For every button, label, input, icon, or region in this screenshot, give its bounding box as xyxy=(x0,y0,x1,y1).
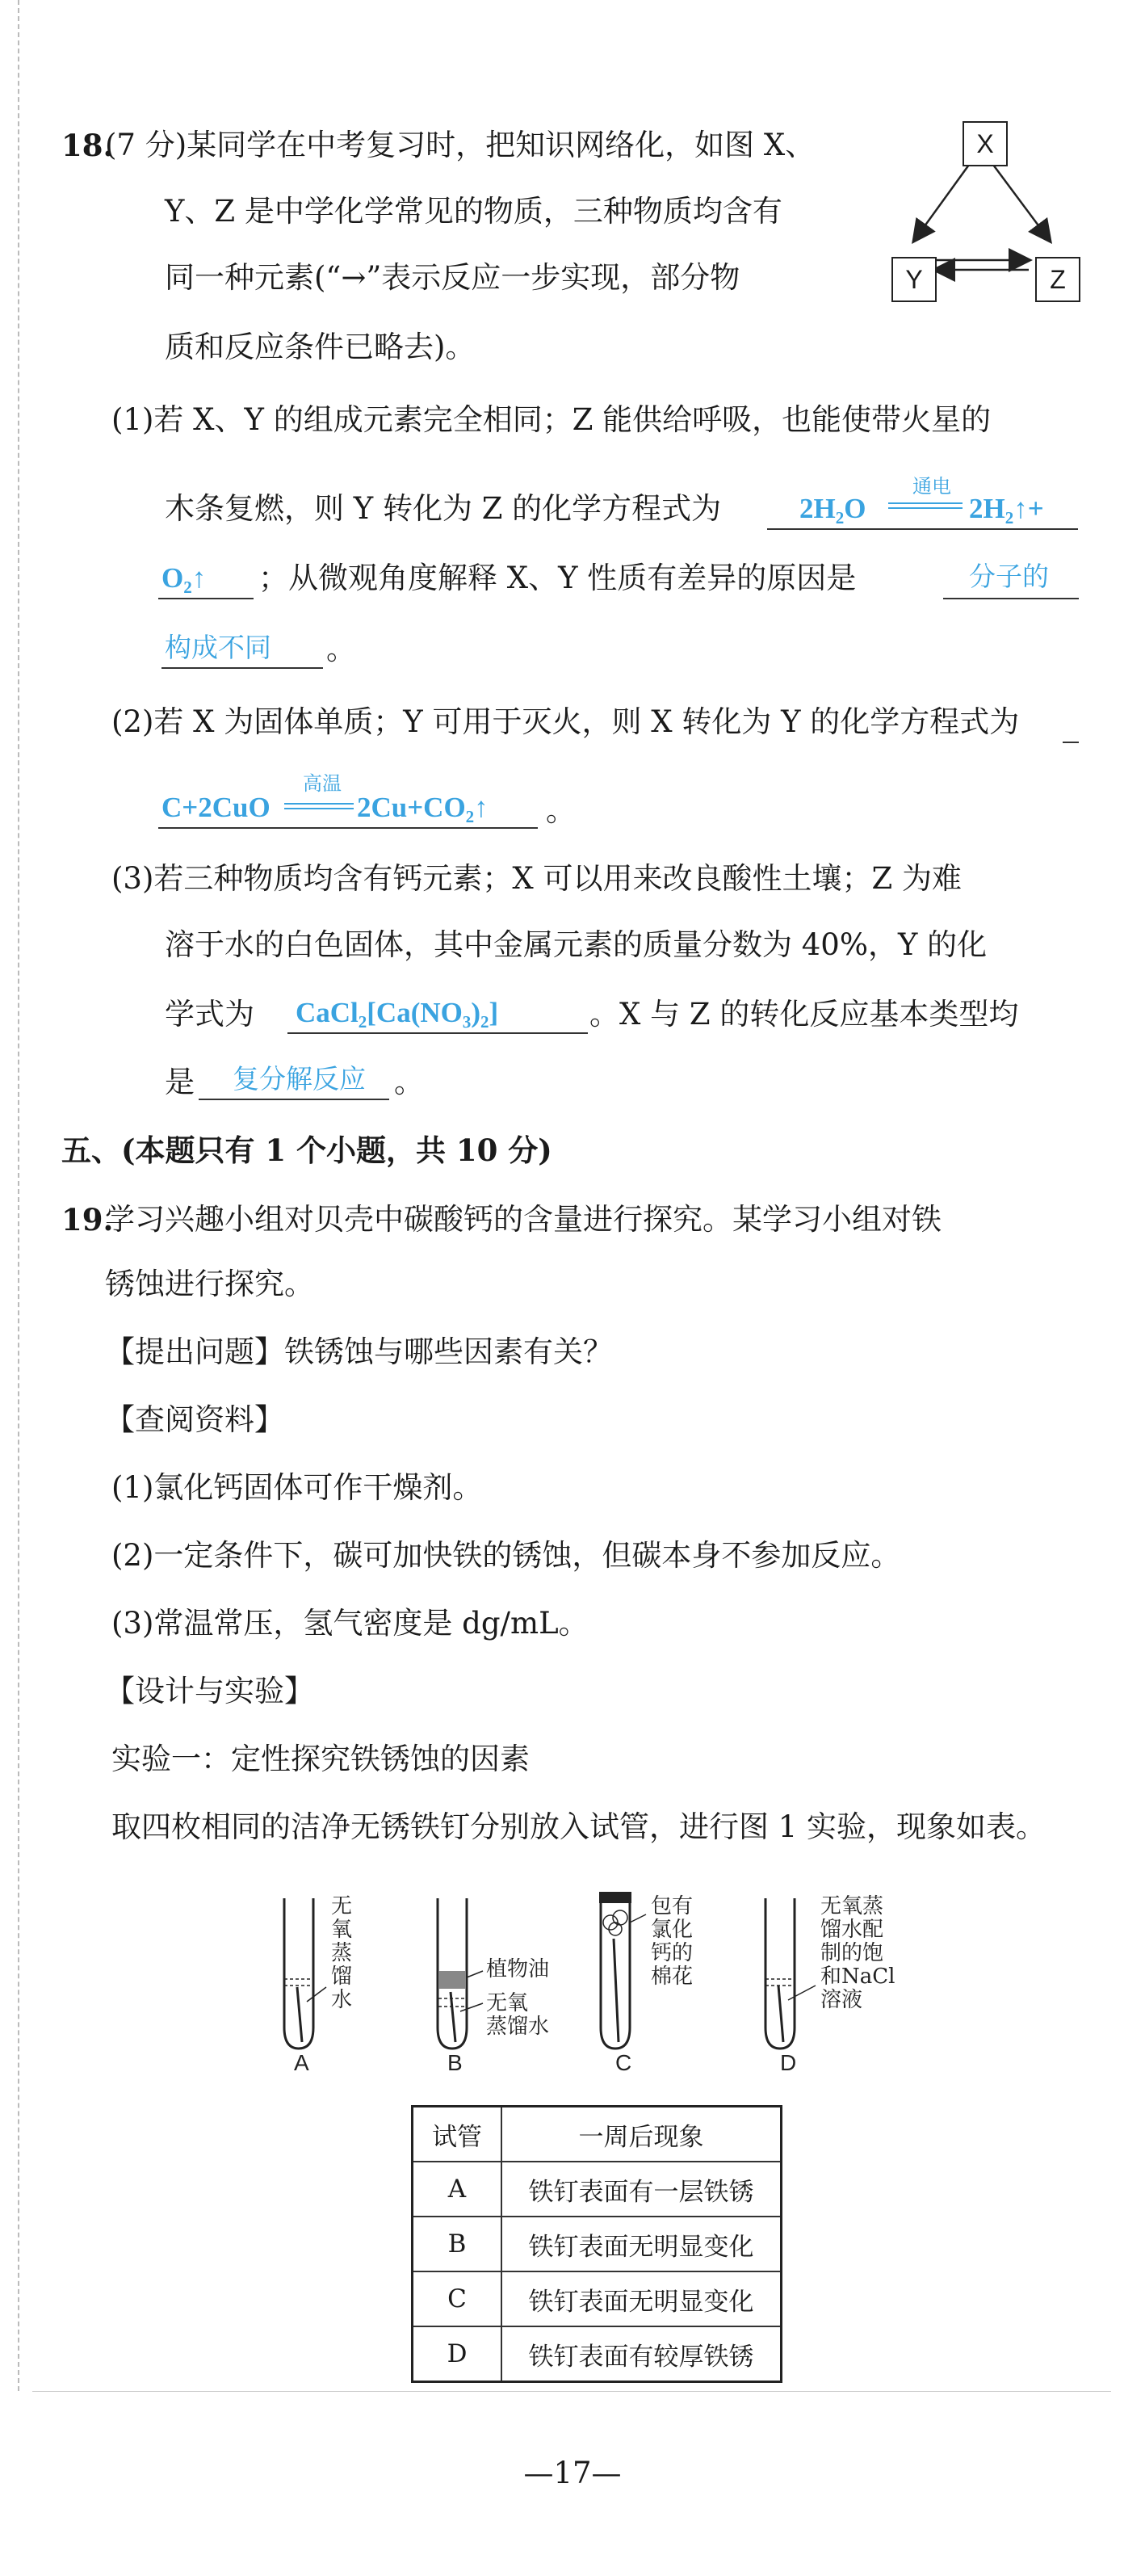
answer-reaction-type: 复分解反应 xyxy=(233,1063,366,1095)
observation-table xyxy=(411,2105,782,2383)
footer-divider xyxy=(32,2391,1111,2392)
tube-d-label: 无氧蒸 馏水配 制的饱 和NaCl 溶液 xyxy=(820,1894,895,2012)
q18-part1-line3: ；从微观角度解释 X、Y 性质有差异的原因是 xyxy=(258,561,857,595)
equals-line-bottom xyxy=(888,507,963,509)
node-x: X xyxy=(963,121,1008,166)
tube-c-caption: C xyxy=(615,2050,632,2075)
q18-part1-line2: 木条复燃，则 Y 转化为 Z 的化学方程式为 xyxy=(165,491,722,526)
q18-intro-line1: (7 分)某同学在中考复习时，把知识网络化，如图 X、 xyxy=(105,128,816,162)
page-number: —17— xyxy=(523,2456,622,2490)
table-cell-phenomenon: 铁钉表面有较厚铁锈 xyxy=(501,2326,782,2382)
q18-number: 18. xyxy=(61,128,114,163)
q18-part3-end: 。 xyxy=(394,1065,424,1099)
tube-b-label: 无氧 蒸馏水 xyxy=(486,1991,550,2039)
q19-exp1-desc: 取四枚相同的洁净无锈铁钉分别放入试管，进行图 1 实验，现象如表。 xyxy=(111,1809,1046,1844)
table-cell-phenomenon: 铁钉表面有一层铁锈 xyxy=(501,2162,782,2217)
answer-condition-high-temp: 高温 xyxy=(303,772,342,795)
answer-blank-part2-line1 xyxy=(1063,742,1079,743)
q18-part3-line2: 溶于水的白色固体，其中金属元素的质量分数为 40%，Y 的化 xyxy=(165,927,988,962)
tube-b-caption: B xyxy=(447,2050,463,2075)
q19-line1: 学习兴趣小组对贝壳中碳酸钙的含量进行探究。某学习小组对铁 xyxy=(105,1202,942,1237)
answer-part2-reactants: C+2CuO xyxy=(161,792,271,823)
answer-equation-part-c: O₂↑ xyxy=(161,562,207,594)
tube-d-caption: D xyxy=(780,2050,797,2075)
test-tube-c xyxy=(599,1892,646,2049)
test-tube-d xyxy=(765,1898,816,2049)
q19-design-heading: 【设计与实验】 xyxy=(105,1674,314,1708)
q19-ref-heading: 【查阅资料】 xyxy=(105,1402,284,1437)
q18-part3-line1: (3)若三种物质均含有钙元素；X 可以用来改良酸性土壤；Z 为难 xyxy=(111,861,962,896)
q18-part3-line4: 是 xyxy=(165,1065,195,1099)
binding-margin xyxy=(18,0,19,2391)
arrow-x-to-y xyxy=(914,165,969,241)
answer-equation-part-b: 2H₂↑+ xyxy=(969,493,1044,524)
tube-a-label: 无 氧 蒸 馏 水 xyxy=(331,1894,353,2012)
test-tube-b xyxy=(438,1898,483,2049)
answer-blank-reaction-type xyxy=(199,1099,389,1100)
table-cell-tube: A xyxy=(413,2162,502,2217)
q18-part1-line1: (1)若 X、Y 的组成元素完全相同；Z 能供给呼吸，也能使带火星的 xyxy=(111,402,992,437)
answer-blank-part2-line2 xyxy=(158,827,538,829)
answer-blank-reason-line1 xyxy=(943,598,1079,599)
equals-line-bottom-2 xyxy=(284,808,354,809)
answer-blank-equation-line2 xyxy=(158,598,254,599)
node-z: Z xyxy=(1035,257,1080,302)
tube-b-oil-label: 植物油 xyxy=(486,1957,550,1981)
tube-a-caption: A xyxy=(294,2050,309,2075)
q18-intro-line3: 同一种元素(“→”表示反应一步实现，部分物 xyxy=(165,260,740,295)
equals-line-top xyxy=(888,502,963,504)
table-header-phenomenon: 一周后现象 xyxy=(501,2107,782,2162)
table-row xyxy=(413,2162,782,2217)
answer-blank-reason-line2 xyxy=(161,667,323,669)
equals-line-top-2 xyxy=(284,803,354,805)
table-cell-tube: B xyxy=(413,2217,502,2271)
table-row xyxy=(413,2217,782,2271)
table-cell-phenomenon: 铁钉表面无明显变化 xyxy=(501,2271,782,2326)
q19-ref1: (1)氯化钙固体可作干燥剂。 xyxy=(111,1470,483,1505)
tube-c-label: 包有 氯化 钙的 棉花 xyxy=(651,1894,694,1989)
q19-number: 19. xyxy=(61,1202,114,1238)
answer-condition-electrolysis: 通电 xyxy=(912,475,951,498)
table-cell-tube: D xyxy=(413,2326,502,2382)
q19-ref2: (2)一定条件下，碳可加快铁的锈蚀，但碳本身不参加反应。 xyxy=(111,1538,901,1573)
answer-reason-part-a: 分子的 xyxy=(969,561,1049,592)
answer-blank-formula xyxy=(287,1032,588,1034)
answer-equation-part-a: 2H₂O xyxy=(799,493,866,524)
answer-formula-y: CaCl₂[Ca(NO₃)₂] xyxy=(296,997,499,1028)
q18-part2-line1: (2)若 X 为固体单质；Y 可用于灭火，则 X 转化为 Y 的化学方程式为 xyxy=(111,704,1020,739)
section-5-heading: 五、(本题只有 1 个小题，共 10 分) xyxy=(61,1133,552,1168)
table-row xyxy=(413,2271,782,2326)
test-tube-a xyxy=(284,1898,326,2049)
q19-question: 【提出问题】铁锈蚀与哪些因素有关？ xyxy=(105,1334,613,1369)
table-cell-tube: C xyxy=(413,2271,502,2326)
q19-line2: 锈蚀进行探究。 xyxy=(105,1267,314,1301)
arrow-x-to-z xyxy=(993,165,1050,241)
answer-reason-part-b: 构成不同 xyxy=(165,632,271,663)
q19-exp1: 实验一：定性探究铁锈蚀的因素 xyxy=(111,1742,530,1776)
q18-part1-end: 。 xyxy=(326,632,356,666)
q18-intro-line4: 质和反应条件已略去)。 xyxy=(165,330,476,364)
q19-ref3: (3)常温常压，氢气密度是 dg/mL。 xyxy=(111,1606,589,1641)
q18-part2-end: 。 xyxy=(546,793,576,828)
table-header-tube: 试管 xyxy=(413,2107,502,2162)
table-header-row xyxy=(413,2107,782,2162)
answer-blank-equation-line1 xyxy=(767,528,1078,530)
node-y: Y xyxy=(891,257,937,302)
q18-part3-line3-post: 。X 与 Z 的转化反应基本类型均 xyxy=(589,997,1019,1032)
q18-part3-line3: 学式为 xyxy=(165,997,254,1032)
table-row xyxy=(413,2326,782,2382)
answer-part2-products: 2Cu+CO₂↑ xyxy=(357,792,489,823)
q18-intro-line2: Y、Z 是中学化学常见的物质，三种物质均含有 xyxy=(165,194,782,229)
table-cell-phenomenon: 铁钉表面无明显变化 xyxy=(501,2217,782,2271)
